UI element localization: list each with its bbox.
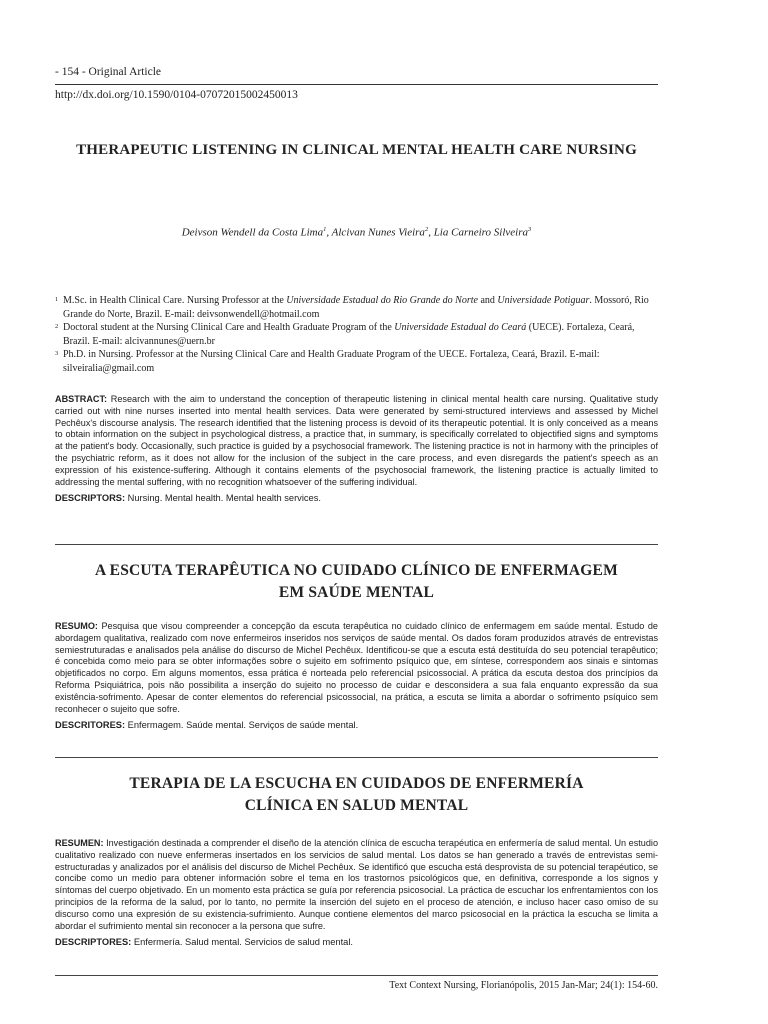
abstract-label: ABSTRACT:: [55, 394, 108, 404]
resumo-paragraph: [55, 621, 658, 715]
affiliation-2-text-a: Doctoral student at the Nursing Clinical Care and Health Graduate Program of the: [63, 322, 395, 333]
affiliation-1-text-b: and: [477, 295, 498, 306]
title-english: THERAPEUTIC LISTENING IN CLINICAL MENTAL HEALTH CARE NURSING: [76, 142, 637, 158]
descriptors-text: Nursing. Mental health. Mental health services.: [125, 493, 321, 504]
author-1-mark: 1: [323, 226, 327, 233]
descriptores-text: Enfermería. Salud mental. Servicios de salud mental.: [131, 937, 353, 948]
affiliation-3: [55, 348, 658, 375]
affiliation-1: [55, 294, 658, 321]
affiliation-1-inst-2: Universidade Potiguar: [497, 295, 590, 306]
affiliation-2-mark: 2: [55, 323, 59, 330]
affiliation-3-text: Ph.D. in Nursing. Professor at the Nursing Clinical Care and Health Graduate Program of the UECE. Fortaleza, Ceará, Brazil. E-mail: silveiralia@gmail.com: [63, 349, 600, 374]
footer-divider: [55, 975, 658, 976]
affiliation-2-text-b: (UECE). Fortaleza, Ceará, Brazil. E-mail: alcivannunes@uern.br: [63, 322, 635, 347]
affiliation-3-mark: 3: [55, 350, 59, 357]
author-3-mark: 3: [528, 226, 532, 233]
title-spanish: TERAPIA DE LA ESCUCHA EN CUIDADOS DE ENFERMERÍA CLÍNICA EN SALUD MENTAL: [129, 775, 584, 814]
resumo-text: Pesquisa que visou compreender a concepção da escuta terapêutica no cuidado clínico de enfermagem em saúde mental. Estudo de abordagem qualitativa, realizado com nove enfermeiros inseridos nos serviços de saúde mental. Os dados foram produzidos através de entrevistas semiestruturadas e analisados pela análise do discurso de Michel Pechêux. Identificou-se que a escuta está destituída do seu potencial terapêutico; é concebida como meio para se obter informações sobre o sujeito em sofrimento psíquico que, em síntese, correspondem aos sinais e sintomas objetificados no corpo. Em alguns momentos, essa prática é norteada pelo referencial psicossocial. A prática da escuta destoa dos princípios da Reforma Psiquiátrica, pois não possibilita a inserção do sujeito no processo de cuidar e desconsidera a sua fala enquanto expressão da sua existência-sofrimento. Apesar de conter elementos do referencial psicossocial, na prática, a escuta se limita a abordar o sofrimento psíquico sem reconhecer o sujeito que sofre.: [55, 621, 658, 714]
abstract-portuguese: [55, 621, 658, 732]
resumen-label: RESUMEN:: [55, 838, 104, 848]
abstract-english: [55, 394, 658, 505]
descriptors-spanish: [55, 937, 658, 949]
section-divider: [55, 757, 658, 758]
author-list: Deivson Wendell da Costa Lima$^1$, Alcivan Nunes Vieira$^2$, Lia Carneiro Silveira$^3$: [181, 226, 532, 239]
affiliation-1-mark: 1: [55, 296, 59, 303]
page-label: - 154 - Original Article: [55, 66, 162, 78]
descriptors-english: [55, 493, 658, 505]
affiliation-1-text-c: . Mossoró, Rio Grande do Norte, Brazil. E-mail: deivsonwendell@hotmail.com: [63, 295, 649, 320]
title-portuguese: A ESCUTA TERAPÊUTICA NO CUIDADO CLÍNICO DE ENFERMAGEM EM SAÚDE MENTAL: [95, 562, 618, 601]
affiliation-2-inst-1: Universidade Estadual do Ceará: [394, 322, 527, 333]
author-2-mark: 2: [424, 226, 429, 233]
abstract-text: Research with the aim to understand the conception of therapeutic listening in clinical mental health care nursing. Qualitative study carried out with nine nurses inserted into mental health services. Data were generated by semi-structured interviews and assessed by Michel Pechêux's discourse analysis. The research identified that the listening process is devoid of its therapeutic potential. It is only conceived as a means to obtain information on the subject in psychological distress, a practice that, in summary, is specifically correlated to objectified signs and symptoms at the patient's body. Occasionally, such practice is guided by a psychosocial framework. The listening practice is not in harmony with the principles of the psychiatric reform, as it does not allow for the inclusion of the subject in the care process, and even disregards the patient's speech as an expression of his existence-suffering. Although it contains elements of the psychosocial framework, the listening practice is actually limited to addressing the mental suffering, with no recognition whatsoever of the suffering individual.: [55, 394, 658, 487]
abstract-paragraph: [55, 394, 658, 488]
affiliations: [55, 294, 658, 375]
abstract-spanish: [55, 838, 658, 949]
descritores-text: Enfermagem. Saúde mental. Serviços de saúde mental.: [125, 720, 359, 731]
affiliation-1-text-a: M.Sc. in Health Clinical Care. Nursing Professor at the: [63, 295, 287, 306]
descriptors-portuguese: [55, 720, 658, 732]
header-divider: [55, 84, 658, 85]
affiliation-1-inst-1: Universidade Estadual do Rio Grande do Norte: [286, 295, 478, 306]
descriptors-label: DESCRIPTORS:: [55, 493, 126, 504]
section-divider: [55, 544, 658, 545]
author-1: Deivson Wendell da Costa Lima: [181, 226, 324, 239]
descriptores-label: DESCRIPTORES:: [55, 937, 132, 948]
resumo-label: RESUMO:: [55, 621, 98, 631]
affiliation-2: [55, 321, 658, 348]
journal-citation: Text Context Nursing, Florianópolis, 2015 Jan-Mar; 24(1): 154-60.: [389, 980, 658, 991]
author-3: Lia Carneiro Silveira: [433, 226, 529, 239]
author-2: Alcivan Nunes Vieira: [331, 226, 425, 239]
descritores-label: DESCRITORES:: [55, 720, 126, 731]
resumen-text: Investigación destinada a comprender el diseño de la atención clínica de escucha terapéutica en enfermería de salud mental. Un estudio cualitativo realizado con nueve enfermeras insertados en los servicios de salud mental. Los datos se han generado a través de entrevistas semi-estructuradas y analizados por el análisis del discurso de Michel Pechêux. Se identificó que escucha está desprovista de su potencial terapéutico, se concibe como un medio para obtener información sobre el tema en los trastornos psicológicos que, en definitiva, corresponde a los signos y síntomas del cuerpo objetivado. En un momento esta práctica se guía por referencia psicosocial. La práctica de escuchar los enfrentamientos con los principios de la reforma de la salud, por lo tanto, no permite la inserción del sujeto en el proceso de atención, e incluso hacer caso omiso de su discurso como una expresión de su existencia-sufrimiento. Aunque contiene elementos del marco psicosocial en la práctica la escucha se limita a abordar el sufrimiento mental sin reconocer a la persona que sufre.: [55, 838, 658, 931]
doi-link[interactable]: http://dx.doi.org/10.1590/0104-07072015002450013: [55, 89, 298, 101]
resumen-paragraph: [55, 838, 658, 932]
